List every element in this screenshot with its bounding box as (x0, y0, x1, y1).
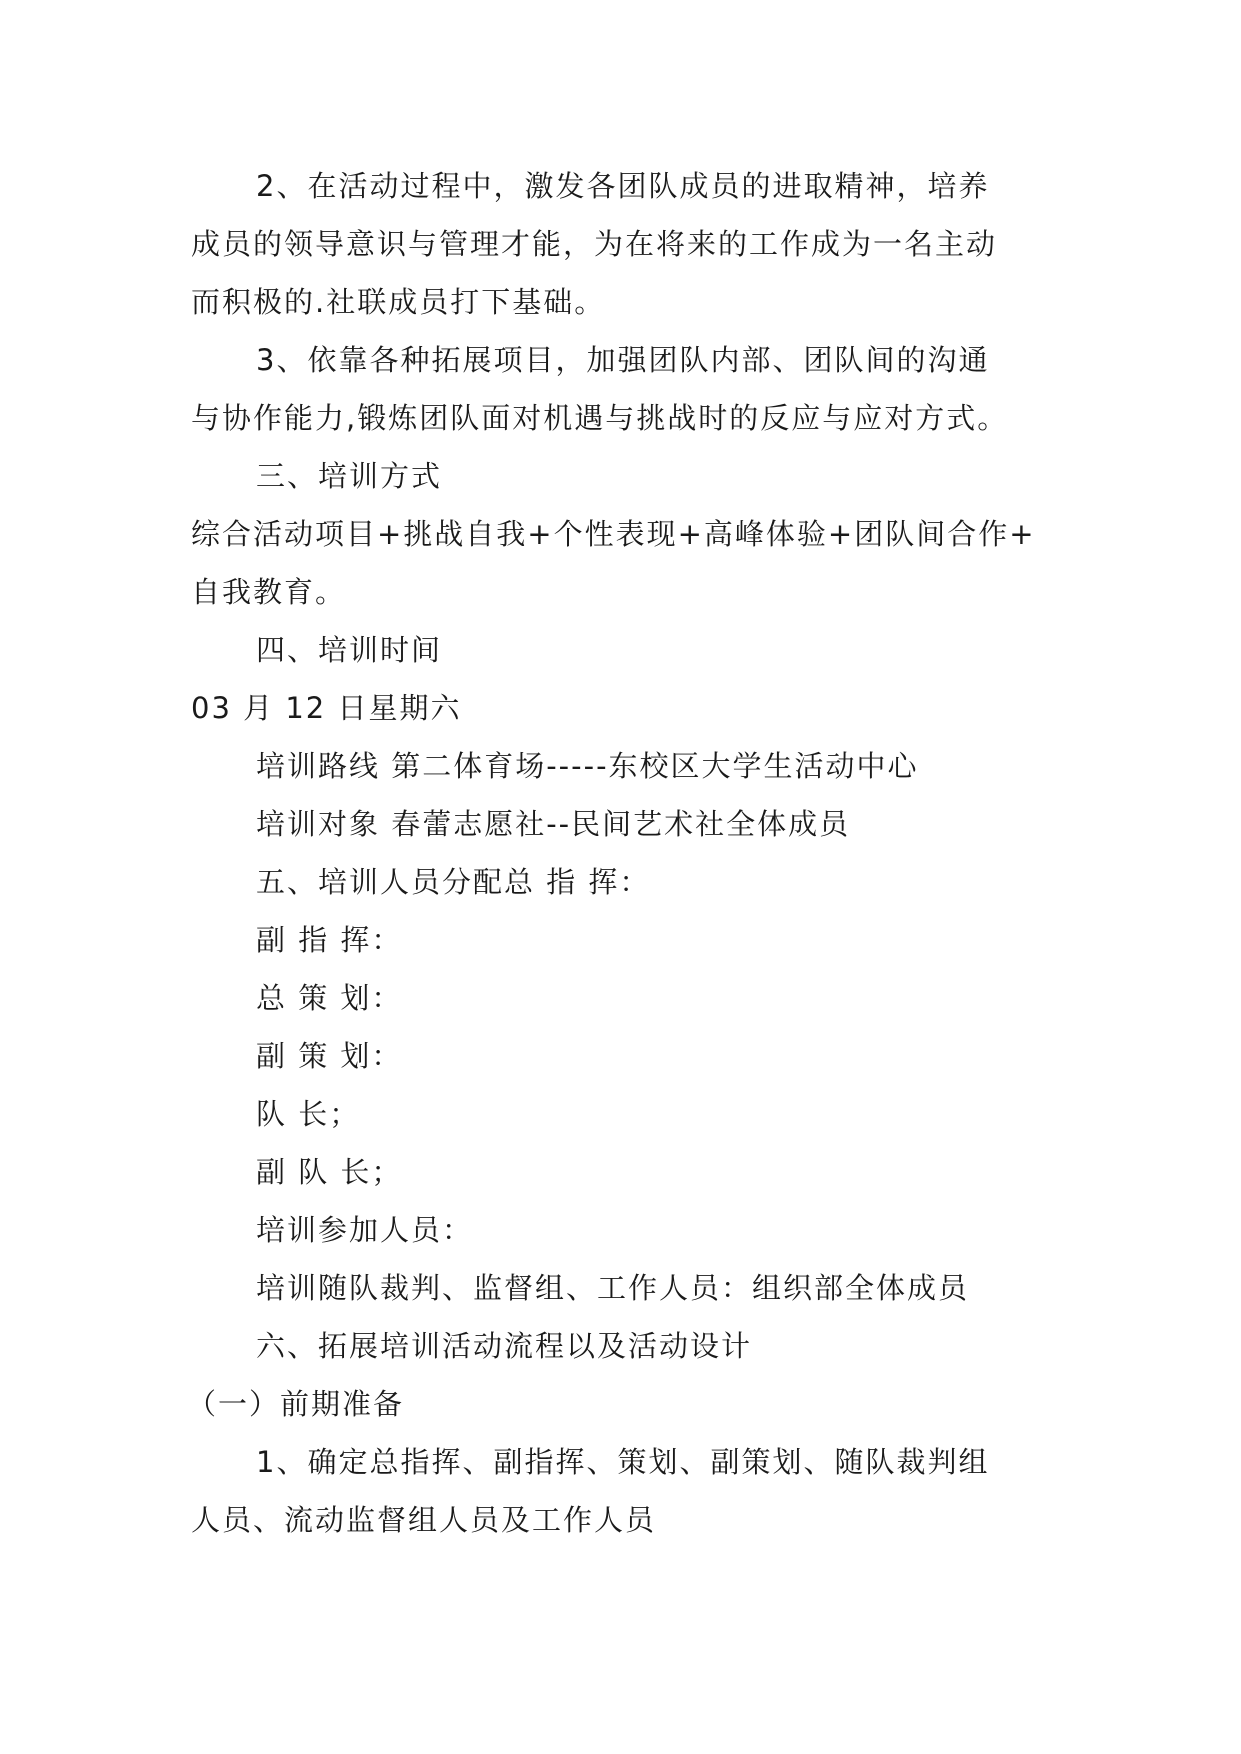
paragraph-line: 队 长； (256, 1097, 361, 1131)
paragraph-line: 培训对象 春蕾志愿社--民间艺术社全体成员 (256, 807, 851, 841)
paragraph-line: 而积极的.社联成员打下基础。 (191, 285, 606, 319)
paragraph-line: 1、确定总指挥、副指挥、策划、副策划、随队裁判组 (256, 1445, 990, 1479)
paragraph-line: 培训参加人员： (256, 1213, 474, 1247)
paragraph-line: 副 指 挥： (256, 923, 403, 957)
paragraph-line: 总 策 划： (256, 981, 403, 1015)
paragraph-line: 副 策 划： (256, 1039, 403, 1073)
section-heading: 六、拓展培训活动流程以及活动设计 (256, 1329, 753, 1363)
paragraph-line: 综合活动项目+挑战自我+个性表现+高峰体验+团队间合作+ (191, 517, 1036, 551)
paragraph-line: 人员、流动监督组人员及工作人员 (191, 1503, 657, 1537)
paragraph-line: 与协作能力,锻炼团队面对机遇与挑战时的反应与应对方式。 (191, 401, 1009, 435)
paragraph-line: 03 月 12 日星期六 (191, 691, 462, 725)
section-heading: 四、培训时间 (256, 633, 443, 667)
subsection-heading: （一）前期准备 (187, 1387, 405, 1421)
paragraph-line: 培训路线 第二体育场-----东校区大学生活动中心 (256, 749, 919, 783)
paragraph-line: 副 队 长； (256, 1155, 403, 1189)
paragraph-line: 2、在活动过程中，激发各团队成员的进取精神，培养 (256, 169, 990, 203)
paragraph-line: 自我教育。 (191, 575, 347, 609)
section-heading: 五、培训人员分配总 指 挥： (256, 865, 651, 899)
paragraph-line: 成员的领导意识与管理才能，为在将来的工作成为一名主动 (191, 227, 998, 261)
paragraph-line: 培训随队裁判、监督组、工作人员：组织部全体成员 (256, 1271, 970, 1305)
paragraph-line: 3、依靠各种拓展项目，加强团队内部、团队间的沟通 (256, 343, 990, 377)
section-heading: 三、培训方式 (256, 459, 443, 493)
